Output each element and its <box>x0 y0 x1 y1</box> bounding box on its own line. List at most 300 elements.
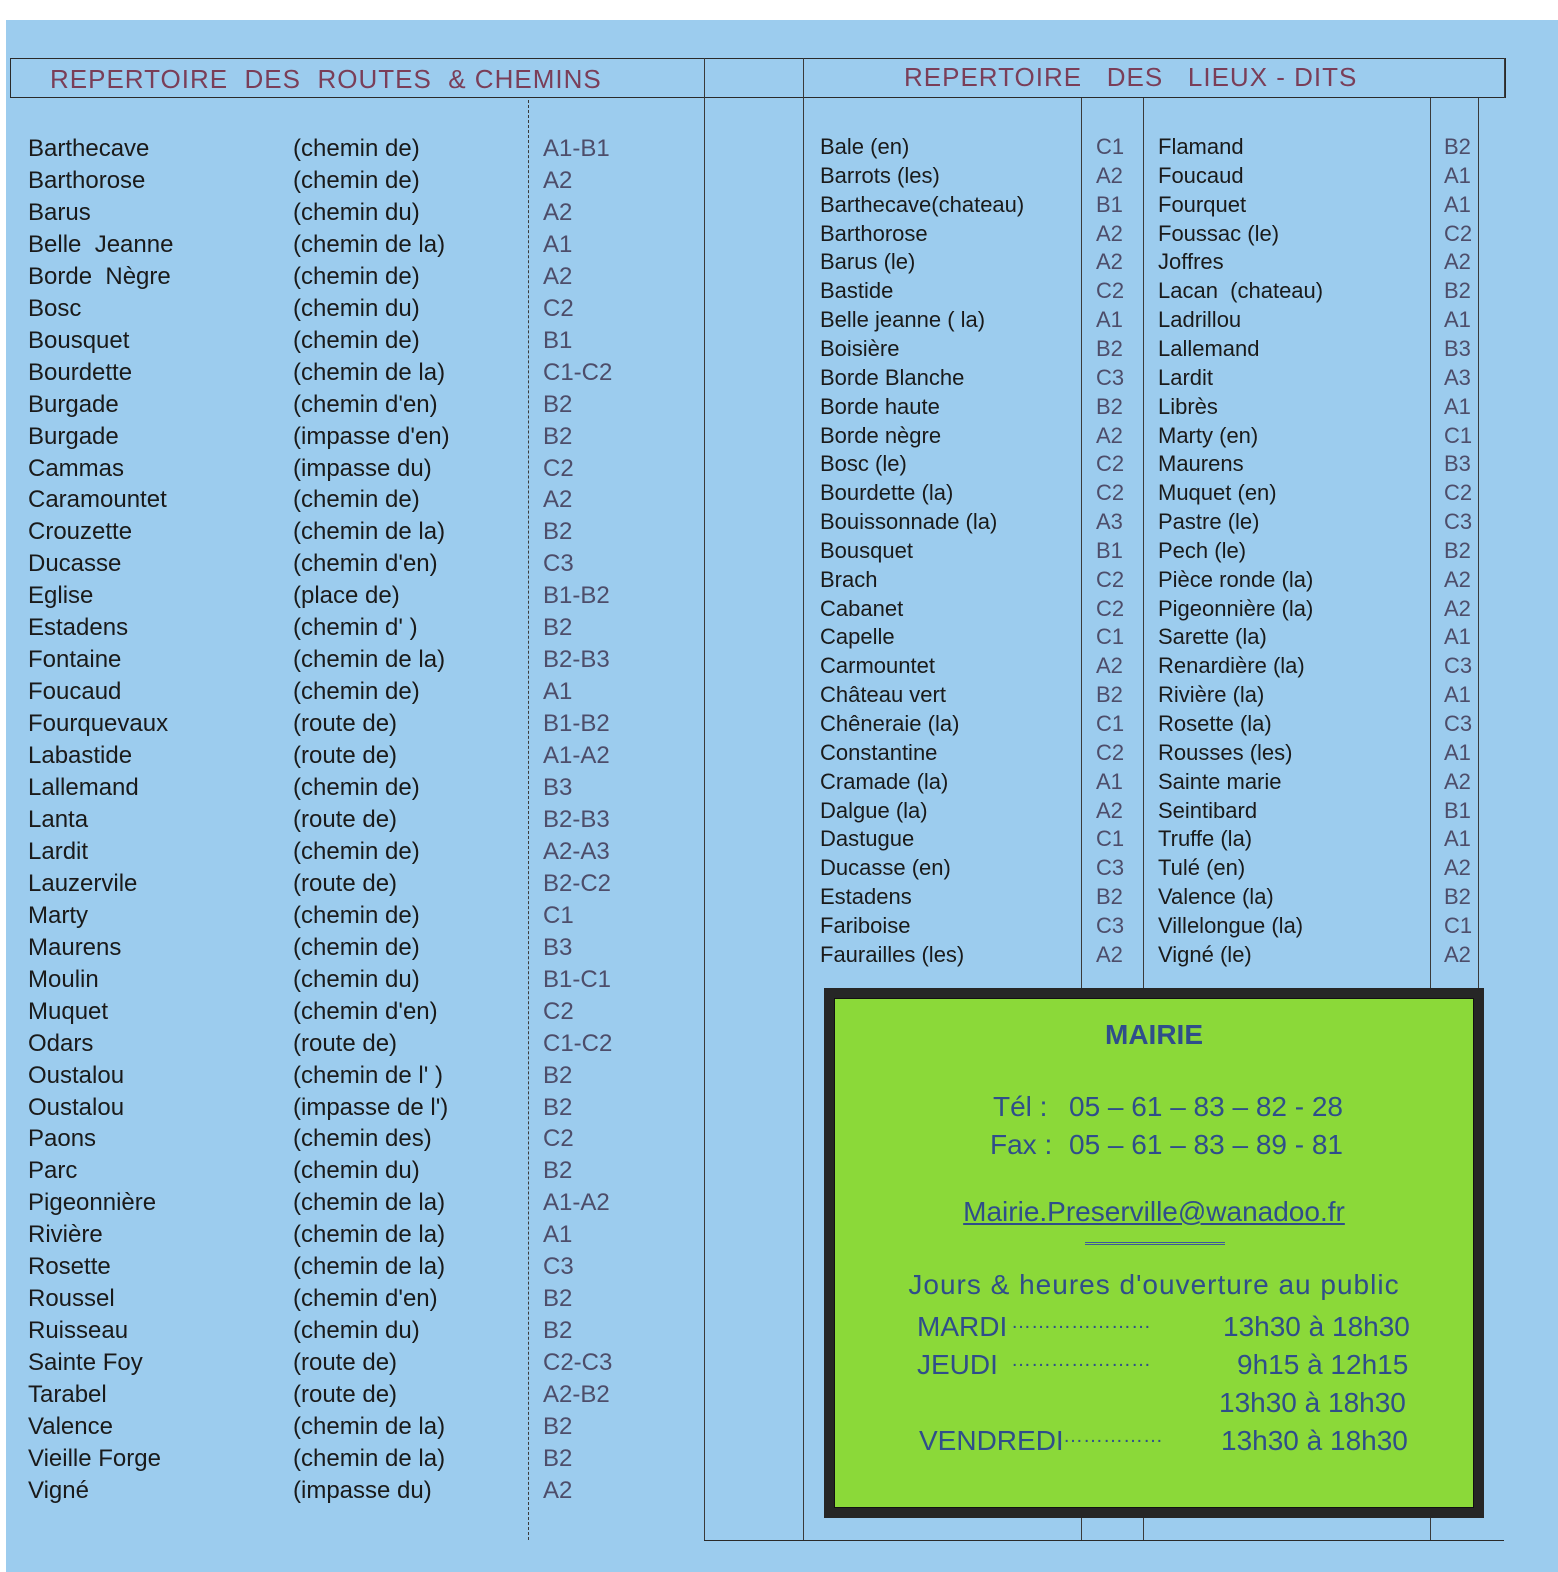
route-row <box>28 1477 668 1509</box>
day-label: MARDI <box>917 1311 1008 1342</box>
route-grid-code: A1 <box>543 678 573 706</box>
lieu-dit-row <box>1158 624 1478 653</box>
lieu-dit-name: Muquet (en) <box>1158 480 1277 506</box>
route-grid-code: B1-C1 <box>543 965 612 993</box>
route-grid-code: C3 <box>543 1253 574 1281</box>
lieux-heading: REPERTOIRE DES LIEUX - DITS <box>904 62 1358 92</box>
route-row <box>28 1413 668 1445</box>
time-range: 13h30 à 18h30 <box>1221 1425 1408 1456</box>
route-type: (chemin de la) <box>293 1413 446 1440</box>
lieu-dit-grid-code: A2 <box>1444 595 1471 621</box>
lieu-dit-name: Villelongue (la) <box>1158 912 1304 938</box>
route-grid-code: B2 <box>543 1444 573 1472</box>
lieu-dit-grid-code: A3 <box>1096 509 1123 535</box>
route-name: Fontaine <box>28 646 122 674</box>
lieu-dit-name: Sarette (la) <box>1158 624 1267 650</box>
route-type: (route de) <box>293 1029 398 1057</box>
route-name: Bosc <box>28 294 82 322</box>
lieu-dit-row <box>820 278 1140 307</box>
route-type: (chemin de) <box>293 933 420 961</box>
tel-number: 05 – 61 – 83 – 82 - 28 <box>1069 1091 1343 1122</box>
lieu-dit-grid-code: A1 <box>1444 191 1471 217</box>
lieu-dit-grid-code: A2 <box>1096 162 1123 188</box>
route-row <box>28 966 668 998</box>
lieu-dit-name: Pastre (le) <box>1158 509 1260 535</box>
route-row <box>28 167 668 199</box>
lieu-dit-row <box>820 711 1140 740</box>
route-grid-code: A1 <box>543 230 573 258</box>
lieu-dit-row <box>1158 192 1478 221</box>
lieu-dit-row <box>820 163 1140 192</box>
route-grid-code: A2 <box>543 486 573 514</box>
route-name: Ruisseau <box>28 1317 129 1345</box>
route-row <box>28 902 668 934</box>
route-row <box>28 199 668 231</box>
lieu-dit-grid-code: C1 <box>1096 134 1125 159</box>
route-name: Sainte Foy <box>28 1349 143 1377</box>
lieu-dit-grid-code: B3 <box>1444 335 1471 361</box>
lieu-dit-grid-code: B2 <box>1096 682 1123 708</box>
lieu-dit-grid-code: B3 <box>1444 451 1471 477</box>
route-name: Roussel <box>28 1285 115 1313</box>
route-row <box>28 806 668 838</box>
route-type: (chemin de la) <box>293 1253 446 1281</box>
lieu-dit-row <box>820 307 1140 336</box>
route-type: (chemin du) <box>293 1157 420 1185</box>
route-type: (route de) <box>293 710 398 738</box>
lieu-dit-row <box>1158 307 1478 336</box>
route-row <box>28 1062 668 1094</box>
lieu-dit-name: Seintibard <box>1158 797 1258 823</box>
lieu-dit-grid-code: C2 <box>1444 480 1473 506</box>
lieu-dit-row <box>1158 365 1478 394</box>
lieu-dit-row <box>820 624 1140 653</box>
lieu-dit-grid-code: A2 <box>1444 855 1471 881</box>
route-grid-code: A1 <box>543 1221 573 1249</box>
route-name: Pigeonnière <box>28 1189 157 1217</box>
lieu-dit-name: Barthorose <box>820 220 928 246</box>
lieu-dit-grid-code: C1 <box>1096 711 1125 736</box>
lieu-dit-name: Borde nègre <box>820 422 942 448</box>
route-grid-code: B2 <box>543 1317 573 1345</box>
lieu-dit-grid-code: A2 <box>1096 249 1123 275</box>
lieu-dit-name: Faurailles (les) <box>820 941 965 967</box>
route-row <box>28 838 668 870</box>
route-name: Vieille Forge <box>28 1444 161 1472</box>
lieu-dit-name: Joffres <box>1158 249 1224 275</box>
lieu-dit-grid-code: A2 <box>1096 653 1123 679</box>
dot-leader: ………………… <box>1011 1349 1151 1371</box>
route-type: (impasse de l') <box>293 1093 449 1121</box>
lieu-dit-row <box>820 394 1140 423</box>
route-name: Lardit <box>28 837 89 865</box>
lieu-dit-row <box>1158 394 1478 423</box>
route-grid-code: C2 <box>543 997 574 1025</box>
lieu-dit-grid-code: C3 <box>1444 711 1473 736</box>
route-row <box>28 1125 668 1157</box>
lieu-dit-grid-code: A1 <box>1444 307 1471 333</box>
route-row <box>28 423 668 455</box>
route-name: Paons <box>28 1125 97 1153</box>
route-name: Vigné <box>28 1476 89 1504</box>
lieu-dit-name: Bosc (le) <box>820 451 907 477</box>
lieu-dit-name: Boisière <box>820 335 900 361</box>
lieu-dit-name: Pigeonnière (la) <box>1158 595 1314 621</box>
route-row <box>28 998 668 1030</box>
lieu-dit-grid-code: A2 <box>1096 422 1123 448</box>
email-separator <box>1085 1242 1225 1245</box>
lieu-dit-row <box>820 740 1140 769</box>
lieu-dit-row <box>1158 653 1478 682</box>
route-name: Caramountet <box>28 486 167 514</box>
lieu-dit-name: Flamand <box>1158 134 1244 159</box>
lieu-dit-grid-code: A1 <box>1096 307 1123 333</box>
lieu-dit-name: Bourdette (la) <box>820 480 954 506</box>
route-row <box>28 550 668 582</box>
route-grid-code: A2 <box>543 166 573 194</box>
route-grid-code: B3 <box>543 933 573 961</box>
route-row <box>28 1349 668 1381</box>
route-grid-code: A2 <box>543 1476 573 1504</box>
lieu-dit-grid-code: C2 <box>1096 595 1125 621</box>
lieu-dit-name: Bousquet <box>820 537 913 563</box>
lieu-dit-name: Chêneraie (la) <box>820 711 960 736</box>
lieu-dit-row <box>1158 509 1478 538</box>
route-type: (chemin de) <box>293 166 420 194</box>
header-divider-2 <box>803 58 804 1540</box>
route-row <box>28 710 668 742</box>
lieu-dit-grid-code: A2 <box>1096 941 1123 967</box>
lieu-dit-grid-code: A2 <box>1444 249 1471 275</box>
route-grid-code: B1-B2 <box>543 710 610 738</box>
route-type: (chemin de) <box>293 774 420 801</box>
header-divider-1 <box>704 58 705 1540</box>
route-grid-code: C2-C3 <box>543 1349 613 1377</box>
route-name: Lanta <box>28 805 89 833</box>
lieu-dit-row <box>1158 163 1478 192</box>
lieu-dit-name: Pech (le) <box>1158 537 1247 563</box>
lieu-dit-name: Pièce ronde (la) <box>1158 566 1314 592</box>
route-name: Parc <box>28 1157 78 1185</box>
routes-heading: REPERTOIRE DES ROUTES & CHEMINS <box>50 64 602 94</box>
lieu-dit-grid-code: A1 <box>1444 624 1471 650</box>
route-name: Belle Jeanne <box>28 230 174 258</box>
route-name: Cammas <box>28 454 125 482</box>
lieu-dit-name: Carmountet <box>820 653 935 679</box>
lieu-dit-grid-code: C1 <box>1444 422 1473 448</box>
lieu-dit-name: Ducasse (en) <box>820 855 951 881</box>
route-type: (route de) <box>293 1381 398 1409</box>
route-grid-code: C2 <box>543 454 574 482</box>
lieu-dit-name: Renardière (la) <box>1158 653 1305 679</box>
route-type: (chemin de) <box>293 135 420 162</box>
route-grid-code: B2 <box>543 1285 573 1313</box>
lieu-dit-grid-code: C2 <box>1096 480 1125 506</box>
route-row <box>28 774 668 806</box>
lieu-dit-grid-code: B1 <box>1444 797 1471 823</box>
route-row <box>28 934 668 966</box>
route-type: (chemin de) <box>293 678 420 706</box>
route-name: Barthecave <box>28 135 150 162</box>
route-name: Barthorose <box>28 166 146 194</box>
lieu-dit-row <box>820 596 1140 625</box>
lieu-dit-row <box>1158 451 1478 480</box>
route-row <box>28 742 668 774</box>
lieu-dit-name: Foucaud <box>1158 162 1244 188</box>
lieu-dit-row <box>820 451 1140 480</box>
route-row <box>28 1157 668 1189</box>
time-range: 9h15 à 12h15 <box>1237 1349 1409 1380</box>
lieu-dit-row <box>1158 278 1478 307</box>
lieu-dit-row <box>820 538 1140 567</box>
lieu-dit-grid-code: B2 <box>1444 278 1471 304</box>
route-row <box>28 614 668 646</box>
lieu-dit-name: Château vert <box>820 682 946 708</box>
route-grid-code: C2 <box>543 294 574 322</box>
lieu-dit-name: Rosette (la) <box>1158 711 1272 736</box>
lieu-dit-grid-code: C2 <box>1096 278 1125 304</box>
mairie-email-link[interactable]: Mairie.Preserville@wanadoo.fr <box>963 1196 1345 1227</box>
lieu-dit-name: Rousses (les) <box>1158 739 1293 765</box>
route-name: Bourdette <box>28 358 133 386</box>
route-type: (place de) <box>293 582 400 610</box>
route-row <box>28 1253 668 1285</box>
lieu-dit-name: Tulé (en) <box>1158 855 1246 881</box>
bottom-border <box>704 1540 1504 1541</box>
route-type: (chemin du) <box>293 965 420 993</box>
lieu-dit-name: Barrots (les) <box>820 162 940 188</box>
route-type: (chemin du) <box>293 1317 420 1345</box>
lieu-dit-grid-code: A1 <box>1444 393 1471 419</box>
lieu-dit-row <box>820 855 1140 884</box>
route-type: (chemin de la) <box>293 646 446 674</box>
route-type: (chemin de la) <box>293 230 446 258</box>
lieu-dit-name: Barus (le) <box>820 249 916 275</box>
mairie-title: MAIRIE <box>1105 1019 1203 1050</box>
lieu-dit-row <box>820 913 1140 942</box>
route-row <box>28 486 668 518</box>
route-grid-code: A2 <box>543 262 573 290</box>
lieu-dit-grid-code: B2 <box>1444 537 1471 563</box>
route-row <box>28 646 668 678</box>
route-name: Eglise <box>28 582 94 610</box>
lieu-dit-grid-code: B1 <box>1096 537 1123 563</box>
opening-hours-title: Jours & heures d'ouverture au public <box>908 1269 1400 1300</box>
lieu-dit-grid-code: C3 <box>1096 912 1125 938</box>
lieu-dit-row <box>1158 769 1478 798</box>
route-grid-code: B2 <box>543 390 573 418</box>
route-row <box>28 135 668 167</box>
lieu-dit-name: Borde Blanche <box>820 364 965 390</box>
route-row <box>28 870 668 902</box>
lieu-dit-row <box>1158 134 1478 163</box>
route-name: Borde Nègre <box>28 262 171 290</box>
dot-leader: ………………… <box>1011 1311 1151 1333</box>
route-grid-code: A2-A3 <box>543 837 610 865</box>
lieu-dit-name: Lardit <box>1158 364 1214 390</box>
route-row <box>28 1381 668 1413</box>
route-type: (impasse du) <box>293 1476 432 1504</box>
lieu-dit-row <box>820 365 1140 394</box>
route-type: (chemin de la) <box>293 358 446 386</box>
lieu-dit-row <box>1158 798 1478 827</box>
route-type: (chemin d'en) <box>293 550 438 578</box>
tel-label: Tél : <box>993 1091 1048 1122</box>
route-row <box>28 582 668 614</box>
route-name: Fourquevaux <box>28 710 169 738</box>
route-name: Burgade <box>28 422 119 450</box>
lieu-dit-grid-code: A2 <box>1444 941 1471 967</box>
lieu-dit-row <box>820 942 1140 971</box>
lieu-dit-row <box>820 509 1140 538</box>
route-grid-code: B3 <box>543 774 573 801</box>
route-row <box>28 327 668 359</box>
lieu-dit-name: Maurens <box>1158 451 1244 477</box>
route-name: Labastide <box>28 742 133 770</box>
route-type: (impasse du) <box>293 454 432 482</box>
lieu-dit-row <box>1158 538 1478 567</box>
route-type: (chemin de) <box>293 837 420 865</box>
lieu-dit-grid-code: C3 <box>1096 364 1125 390</box>
lieu-dit-name: Bale (en) <box>820 134 910 159</box>
lieu-dit-name: Estadens <box>820 884 912 910</box>
route-grid-code: B1-B2 <box>543 582 610 610</box>
lieu-dit-name: Vigné (le) <box>1158 941 1252 967</box>
lieu-dit-row <box>1158 826 1478 855</box>
lieu-dit-row <box>820 249 1140 278</box>
route-name: Valence <box>28 1413 113 1440</box>
lieu-dit-grid-code: A2 <box>1096 797 1123 823</box>
route-grid-code: B2 <box>543 1061 573 1089</box>
fax-label: Fax : <box>990 1129 1053 1160</box>
lieu-dit-row <box>1158 682 1478 711</box>
lieu-dit-row <box>820 221 1140 250</box>
route-row <box>28 263 668 295</box>
lieu-dit-row <box>1158 913 1478 942</box>
route-type: (chemin d'en) <box>293 997 438 1025</box>
route-grid-code: A2-B2 <box>543 1381 610 1409</box>
lieu-dit-name: Lallemand <box>1158 335 1260 361</box>
fax-number: 05 – 61 – 83 – 89 - 81 <box>1069 1129 1343 1160</box>
route-row <box>28 359 668 391</box>
document-sheet <box>6 20 1558 1572</box>
lieu-dit-row <box>1158 596 1478 625</box>
route-type: (route de) <box>293 1349 398 1377</box>
lieu-dit-row <box>820 682 1140 711</box>
lieu-dit-grid-code: B2 <box>1096 884 1123 910</box>
lieu-dit-grid-code: C1 <box>1444 912 1473 938</box>
route-name: Crouzette <box>28 518 133 546</box>
lieu-dit-name: Constantine <box>820 739 938 765</box>
route-row <box>28 295 668 327</box>
route-grid-code: B2 <box>543 1413 573 1440</box>
lieu-dit-name: Barthecave(chateau) <box>820 191 1025 217</box>
lieu-dit-name: Sainte marie <box>1158 768 1282 794</box>
route-name: Odars <box>28 1029 94 1057</box>
day-label: VENDREDI <box>919 1425 1064 1456</box>
lieu-dit-row <box>820 567 1140 596</box>
route-row <box>28 1285 668 1317</box>
route-grid-code: C3 <box>543 550 574 578</box>
lieu-dit-grid-code: A2 <box>1444 566 1471 592</box>
lieu-dit-row <box>1158 740 1478 769</box>
route-grid-code: C2 <box>543 1125 574 1153</box>
lieu-dit-row <box>820 480 1140 509</box>
route-name: Marty <box>28 901 88 929</box>
lieu-dit-grid-code: A3 <box>1444 364 1471 390</box>
route-grid-code: C1 <box>543 901 574 929</box>
route-type: (impasse d'en) <box>293 422 450 450</box>
lieu-dit-name: Foussac (le) <box>1158 220 1280 246</box>
route-type: (chemin d'en) <box>293 1285 438 1313</box>
lieu-dit-grid-code: A1 <box>1444 682 1471 708</box>
lieu-dit-grid-code: B2 <box>1444 884 1471 910</box>
lieu-dit-name: Cramade (la) <box>820 768 949 794</box>
route-type: (chemin des) <box>293 1125 432 1153</box>
lieu-dit-grid-code: A2 <box>1444 768 1471 794</box>
lieu-dit-row <box>820 134 1140 163</box>
route-type: (chemin de l' ) <box>293 1061 443 1089</box>
time-range: 13h30 à 18h30 <box>1219 1387 1406 1418</box>
lieu-dit-row <box>820 884 1140 913</box>
route-grid-code: A1-B1 <box>543 135 610 162</box>
route-name: Oustalou <box>28 1093 125 1121</box>
route-name: Bousquet <box>28 326 130 354</box>
mairie-info-box <box>824 988 1484 1518</box>
lieu-dit-grid-code: A1 <box>1444 162 1471 188</box>
route-type: (route de) <box>293 869 398 897</box>
lieu-dit-name: Ladrillou <box>1158 307 1242 333</box>
lieu-dit-name: Marty (en) <box>1158 422 1259 448</box>
lieu-dit-name: Capelle <box>820 624 895 650</box>
route-type: (chemin du) <box>293 294 420 322</box>
route-row <box>28 1221 668 1253</box>
day-label: JEUDI <box>917 1349 998 1380</box>
lieu-dit-name: Belle jeanne ( la) <box>820 307 986 333</box>
route-grid-code: B2-C2 <box>543 869 612 897</box>
route-grid-code: A2 <box>543 198 573 226</box>
lieu-dit-row <box>1158 942 1478 971</box>
route-row <box>28 391 668 423</box>
route-grid-code: B2 <box>543 518 573 546</box>
lieu-dit-name: Bouissonnade (la) <box>820 509 998 535</box>
lieu-dit-grid-code: C3 <box>1096 855 1125 881</box>
route-name: Foucaud <box>28 678 122 706</box>
route-type: (route de) <box>293 742 398 770</box>
route-row <box>28 518 668 550</box>
lieu-dit-row <box>820 826 1140 855</box>
route-name: Maurens <box>28 933 122 961</box>
lieu-dit-grid-code: C3 <box>1444 509 1473 535</box>
lieu-dit-grid-code: C3 <box>1444 653 1473 679</box>
route-row <box>28 231 668 263</box>
route-grid-code: B2 <box>543 1093 573 1121</box>
route-type: (chemin de la) <box>293 1221 446 1249</box>
lieu-dit-grid-code: C2 <box>1096 566 1125 592</box>
lieu-dit-row <box>1158 855 1478 884</box>
route-row <box>28 455 668 487</box>
lieu-dit-name: Librès <box>1158 393 1218 419</box>
route-name: Ducasse <box>28 550 122 578</box>
lieu-dit-name: Fourquet <box>1158 191 1247 217</box>
lieu-dit-grid-code: C1 <box>1096 826 1125 852</box>
lieu-dit-row <box>820 423 1140 452</box>
route-name: Rosette <box>28 1253 111 1281</box>
route-name: Lallemand <box>28 774 139 801</box>
lieu-dit-row <box>820 653 1140 682</box>
route-type: (chemin d'en) <box>293 390 438 418</box>
route-grid-code: B2 <box>543 614 573 642</box>
